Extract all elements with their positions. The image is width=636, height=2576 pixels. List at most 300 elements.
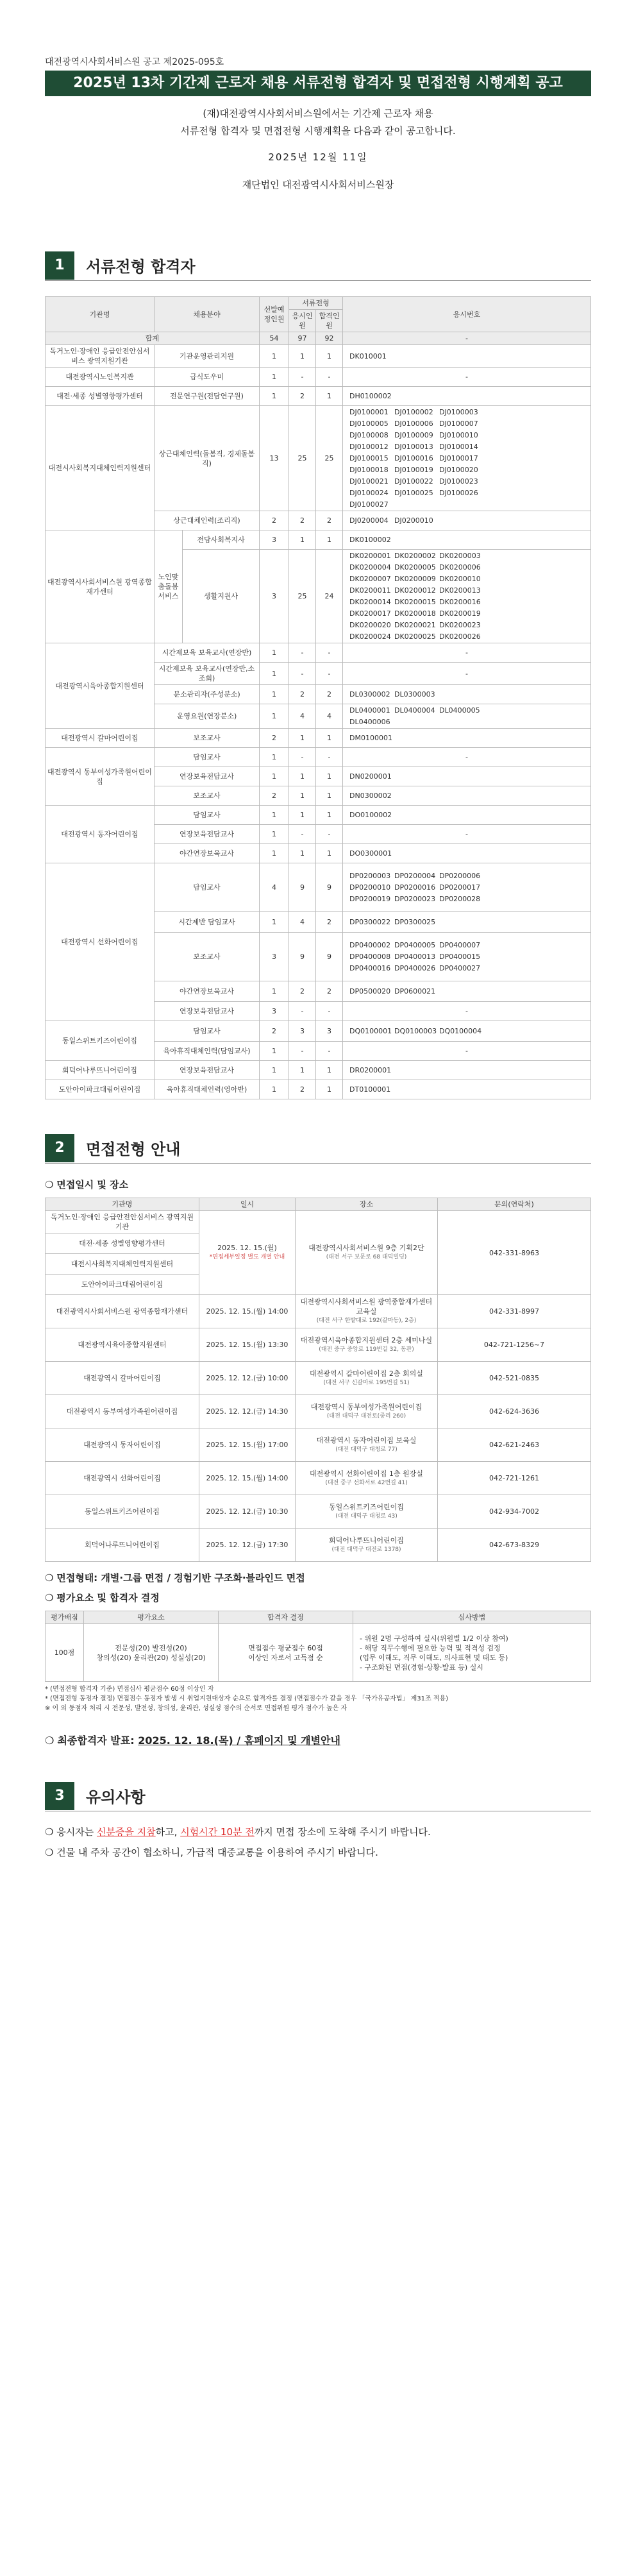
cell-app: 1 [289, 345, 316, 368]
applicant-id: DP0400027 [439, 964, 481, 972]
total-select: 54 [260, 332, 289, 345]
id-list [349, 917, 589, 927]
applicant-id: DQ0100001 [349, 1027, 392, 1035]
applicant-id: DP0200028 [439, 895, 481, 903]
cell-date: 2025. 12. 15.(월) 17:00 [199, 1428, 296, 1462]
section-number: 1 [45, 251, 74, 280]
applicant-id: DJ0100013 [394, 443, 433, 451]
cell-org: 회덕어나루뜨니어린이집 [46, 1529, 199, 1562]
col-date: 일시 [199, 1198, 296, 1211]
applicant-id: DJ0100009 [394, 431, 433, 439]
applicant-id: DJ0100005 [349, 419, 389, 428]
id-list [349, 871, 589, 904]
cell-field: 보조교사 [155, 933, 260, 981]
cell-app: - [289, 1042, 316, 1061]
cell-field: 담임교사 [155, 806, 260, 825]
cell-sel: 1 [260, 767, 289, 786]
cell-ids: - [343, 663, 591, 685]
cell-pass: - [316, 748, 343, 767]
col-org: 기관명 [46, 297, 155, 332]
id-list [349, 391, 589, 401]
cell-pass: 1 [316, 530, 343, 550]
cell-pass: - [316, 663, 343, 685]
cell-field: 육아휴직대체인력(영아반) [155, 1080, 260, 1099]
place-text: 대전광역시사회서비스원 광역종합재가센터 교육실 [300, 1298, 433, 1316]
cell-app: 1 [289, 844, 316, 863]
id-list [349, 791, 589, 801]
section-2-header [45, 1133, 591, 1164]
applicant-id: DJ0100003 [439, 408, 478, 416]
cell-place [296, 1295, 438, 1328]
table-row [46, 530, 591, 550]
cell-sel: 1 [260, 1042, 289, 1061]
cell-ids: - [343, 643, 591, 663]
cell-contact: 042-331-8997 [438, 1295, 591, 1328]
cell-pass: 1 [316, 1080, 343, 1099]
id-list [349, 849, 589, 858]
cell-contact: 042-721-1256~7 [438, 1328, 591, 1362]
cell-sel: 1 [260, 844, 289, 863]
applicant-id: DK0100002 [349, 536, 391, 544]
cell-org: 도안아이파크대림어린이집 [46, 1080, 155, 1099]
applicant-id: DL0400005 [439, 706, 480, 715]
cell-org: 대전광역시 동부여성가족원어린이집 [46, 1395, 199, 1428]
applicant-id: DK0200021 [394, 621, 436, 629]
table-row [46, 729, 591, 748]
applicant-id: DP0400005 [394, 941, 436, 949]
group-date-note: *면접세부일정 별도 개별 안내 [209, 1254, 285, 1260]
table-row [46, 806, 591, 825]
cell-app: 1 [289, 1061, 316, 1080]
cell-place [296, 1395, 438, 1428]
table-row [46, 345, 591, 368]
id-list [349, 810, 589, 820]
cell-org: 대전·세종 성별영향평가센터 [46, 387, 155, 406]
eval-rule-line: - 해당 직무수행에 필요한 능력 및 적격성 검정 [360, 1643, 501, 1652]
id-list [349, 1085, 589, 1094]
eval-decide-line: 이상인 자로서 고득점 순 [248, 1653, 323, 1662]
cell-ids [343, 729, 591, 748]
cell-app: 1 [289, 806, 316, 825]
cell-date: 2025. 12. 15.(월) 14:00 [199, 1295, 296, 1328]
intro-line: 서류전형 합격자 및 면접전형 시행계획을 다음과 같이 공고합니다. [180, 125, 456, 137]
page-title: 2025년 13차 기간제 근로자 채용 서류전형 합격자 및 면접전형 시행계획 공고 [45, 71, 591, 96]
cell-pass: 25 [316, 406, 343, 511]
cell-ids [343, 1021, 591, 1042]
id-list [349, 772, 589, 781]
document-result-table [45, 296, 591, 1099]
cell-ids [343, 550, 591, 643]
group-org: 대전시사회복지대체인력지원센터 [46, 1254, 199, 1275]
table-row [46, 1495, 591, 1529]
applicant-id: DK0200017 [349, 609, 391, 618]
applicant-id: DK0200005 [394, 563, 436, 572]
section-number: 3 [45, 1782, 74, 1810]
eval-rule-line: - 구조화된 면접(경험·상황·발표 등) 실시 [360, 1663, 483, 1672]
cell-org: 대전광역시 갈마어린이집 [46, 1362, 199, 1395]
intro [45, 105, 591, 194]
eval-rule-line: (업무 이해도, 직무 이해도, 의사표현 및 태도 등) [360, 1653, 508, 1662]
cell-app: 25 [289, 406, 316, 511]
applicant-id: DK0200018 [394, 609, 436, 618]
applicant-id: DJ0100016 [394, 454, 433, 462]
applicant-id: DN0300002 [349, 792, 392, 800]
applicant-id: DJ0100007 [439, 419, 478, 428]
table-row [46, 368, 591, 387]
cell-app: 2 [289, 685, 316, 704]
cell-group: 노인맞춤돌봄서비스 [155, 530, 183, 643]
id-list [349, 690, 589, 699]
cell-ids [343, 912, 591, 933]
cell-pass: - [316, 1042, 343, 1061]
col-score: 평가배점 [46, 1611, 84, 1624]
cell-place [296, 1428, 438, 1462]
id-list [349, 733, 589, 743]
cell-sel: 2 [260, 511, 289, 530]
applicant-id: DK0200019 [439, 609, 481, 618]
cell-pass: 1 [316, 806, 343, 825]
cell-ids: - [343, 1042, 591, 1061]
group-place [296, 1211, 438, 1295]
cell-field: 담임교사 [155, 748, 260, 767]
cell-place [296, 1328, 438, 1362]
cell-pass: 1 [316, 844, 343, 863]
section-title: 유의사항 [86, 1788, 146, 1806]
cell-app: 2 [289, 981, 316, 1002]
cell-app: 1 [289, 786, 316, 806]
applicant-id: DJ0100006 [394, 419, 433, 428]
cell-contact: 042-624-3636 [438, 1395, 591, 1428]
applicant-id: DJ0100024 [349, 489, 389, 497]
text: 하고, [155, 1826, 181, 1838]
place-text: 회덕어나루뜨니어린이집 [329, 1536, 404, 1545]
cell-org: 대전광역시 선화어린이집 [46, 1462, 199, 1495]
text: 응시자는 [56, 1826, 97, 1838]
subheading-interview-schedule: ❍ 면접일시 및 장소 [45, 1178, 591, 1191]
cell-sel: 1 [260, 1080, 289, 1099]
place-note: (대전 대덕구 대청로 77) [335, 1446, 398, 1453]
cell-field: 전담사회복지사 [183, 530, 260, 550]
applicant-id: DK0200013 [439, 586, 481, 595]
cell-ids [343, 704, 591, 729]
total-passed: 92 [316, 332, 343, 345]
applicant-id: DP0200004 [394, 872, 436, 880]
cell-pass: 1 [316, 786, 343, 806]
cell-sel: 2 [260, 1021, 289, 1042]
cell-app: 9 [289, 863, 316, 912]
notice-number: 대전광역시사회서비스원 공고 제2025-095호 [45, 57, 224, 67]
applicant-id: DJ0100015 [349, 454, 389, 462]
eval-decide [219, 1624, 353, 1682]
applicant-id: DP0300025 [394, 918, 436, 926]
table-row [46, 1462, 591, 1495]
eval-item-line: 창의성(20) 윤리관(20) 성실성(20) [96, 1653, 206, 1662]
applicant-id: DK0200012 [394, 586, 436, 595]
applicant-id: DJ0100022 [394, 477, 433, 486]
cell-field: 기관운영관리지원 [155, 345, 260, 368]
place-text: 대전광역시육아종합지원센터 2층 세미나실 [300, 1335, 433, 1344]
applicant-id: DL0400004 [394, 706, 435, 715]
cell-field: 상근대체인력(돌봄직, 경제돌봄직) [155, 406, 260, 511]
cell-sel: 3 [260, 1002, 289, 1021]
cell-ids [343, 530, 591, 550]
applicant-id: DJ0100020 [439, 466, 478, 474]
section-title: 서류전형 합격자 [86, 258, 196, 276]
highlight-id: 신분증을 지참 [96, 1826, 156, 1838]
applicant-id: DL0300003 [394, 690, 435, 699]
cell-field: 분소관리자(주성분소) [155, 685, 260, 704]
applicant-id: DJ0200004 [349, 516, 389, 525]
applicant-id: DJ0100002 [394, 408, 433, 416]
table-row [46, 1295, 591, 1328]
cell-contact: 042-673-8329 [438, 1529, 591, 1562]
cell-app: - [289, 663, 316, 685]
place-text: 대전광역시 동부여성가족원어린이집 [310, 1402, 423, 1411]
cell-org: 대전광역시 동부여성가족원어린이집 [46, 748, 155, 806]
applicant-id: DK0200011 [349, 586, 391, 595]
cell-sel: 1 [260, 685, 289, 704]
cell-place [296, 1529, 438, 1562]
cell-field: 연장보육전담교사 [155, 1002, 260, 1021]
applicant-id: DJ0100018 [349, 466, 389, 474]
cell-place [296, 1362, 438, 1395]
applicant-id: DM0100001 [349, 734, 392, 742]
applicant-id: DP0400007 [439, 941, 481, 949]
table-row [46, 406, 591, 511]
cell-sel: 1 [260, 345, 289, 368]
cell-field: 생활지원사 [183, 550, 260, 643]
applicant-id: DJ0100017 [439, 454, 478, 462]
cell-sel: 3 [260, 933, 289, 981]
cell-date: 2025. 12. 12.(금) 10:30 [199, 1495, 296, 1529]
cell-ids [343, 806, 591, 825]
cell-field: 보조교사 [155, 786, 260, 806]
cell-pass: 24 [316, 550, 343, 643]
cell-app: 4 [289, 912, 316, 933]
cell-ids [343, 786, 591, 806]
applicant-id: DK0200006 [439, 563, 481, 572]
cell-org: 대전광역시 갈마어린이집 [46, 729, 155, 748]
cell-app: 25 [289, 550, 316, 643]
cell-field: 시간제반 담임교사 [155, 912, 260, 933]
col-contact: 문의(연락처) [438, 1198, 591, 1211]
applicant-id: DJ0100008 [349, 431, 389, 439]
cell-pass: 3 [316, 1021, 343, 1042]
cell-field: 상근대체인력(조리직) [155, 511, 260, 530]
final-result-label: 최종합격자 발표: [57, 1734, 135, 1747]
cell-pass: 1 [316, 767, 343, 786]
cell-app: - [289, 748, 316, 767]
applicant-id: DL0300002 [349, 690, 390, 699]
cell-place [296, 1462, 438, 1495]
notes [45, 1684, 591, 1713]
cell-date: 2025. 12. 12.(금) 17:30 [199, 1529, 296, 1562]
cell-ids: - [343, 825, 591, 844]
cell-org: 대전광역시 선화어린이집 [46, 863, 155, 1021]
applicant-id: DJ0100010 [439, 431, 478, 439]
cell-app: 2 [289, 387, 316, 406]
applicant-id: DK0200015 [394, 598, 436, 606]
table-row [46, 748, 591, 767]
cell-sel: 3 [260, 550, 289, 643]
total-ids: - [343, 332, 591, 345]
text: 까지 면접 장소에 도착해 주시기 바랍니다. [254, 1826, 431, 1838]
table-row [46, 863, 591, 912]
cell-app: - [289, 643, 316, 663]
final-result-date: 2025. 12. 18.(목) / 홈페이지 및 개별안내 [138, 1734, 340, 1747]
group-org: 도안아이파크대림어린이집 [46, 1275, 199, 1295]
applicant-id: DP0500020 [349, 987, 391, 996]
cell-org: 대전광역시육아종합지원센터 [46, 1328, 199, 1362]
cell-sel: 1 [260, 912, 289, 933]
cell-org: 대전광역시 동자어린이집 [46, 1428, 199, 1462]
applicant-id: DH0100002 [349, 392, 392, 400]
applicant-id: DK0200025 [394, 632, 436, 641]
cell-app: 1 [289, 729, 316, 748]
applicant-id: DR0200001 [349, 1066, 392, 1074]
applicant-id: DP0200019 [349, 895, 391, 903]
cell-app: - [289, 825, 316, 844]
id-list [349, 407, 589, 509]
place-note: (대전 서구 신갈마로 195번길 51) [323, 1379, 410, 1386]
applicant-id: DK0200014 [349, 598, 391, 606]
applicant-id: DP0400013 [394, 953, 436, 961]
applicant-id: DJ0100001 [349, 408, 389, 416]
section-number: 2 [45, 1134, 74, 1162]
applicant-id: DJ0100025 [394, 489, 433, 497]
applicant-id: DN0200001 [349, 772, 392, 781]
applicant-id: DK0200010 [439, 575, 481, 583]
interview-schedule-table [45, 1198, 591, 1562]
col-decide: 합격자 결정 [219, 1611, 353, 1624]
cell-ids: - [343, 1002, 591, 1021]
cell-ids [343, 981, 591, 1002]
cell-field: 시간제보육 보육교사(연장반) [155, 643, 260, 663]
cell-org: 회덕어나루뜨니어린이집 [46, 1061, 155, 1080]
total-label: 합계 [46, 332, 260, 345]
cell-sel: 1 [260, 806, 289, 825]
eval-rule-line: - 위원 2명 구성하여 실시(위원별 1/2 이상 참여) [360, 1634, 508, 1643]
cell-org: 대전광역시노인복지관 [46, 368, 155, 387]
group-contact: 042-331-8963 [438, 1211, 591, 1295]
applicant-id: DO0100002 [349, 811, 392, 819]
applicant-id: DP0400002 [349, 941, 391, 949]
place-note: (대전 중구 선화서로 42번길 41) [325, 1479, 408, 1486]
cell-app: 4 [289, 704, 316, 729]
cell-pass: 2 [316, 981, 343, 1002]
cell-field: 보조교사 [155, 729, 260, 748]
cell-pass: 1 [316, 1061, 343, 1080]
group-org: 대전·세종 성별영향평가센터 [46, 1233, 199, 1254]
cell-app: - [289, 368, 316, 387]
cell-org: 대전광역시 동자어린이집 [46, 806, 155, 863]
cell-field: 연장보육전담교사 [155, 1061, 260, 1080]
col-field: 채용분야 [155, 297, 260, 332]
cell-pass: - [316, 368, 343, 387]
place-note: (대전 중구 중앙로 119번길 32, 동관) [319, 1346, 414, 1353]
cell-field: 연장보육전담교사 [155, 767, 260, 786]
cell-pass: 2 [316, 912, 343, 933]
col-doc: 서류전형 [289, 297, 343, 310]
evaluation-table [45, 1611, 591, 1682]
applicant-id: DP0400008 [349, 953, 391, 961]
group-date [199, 1211, 296, 1295]
cell-sel: 1 [260, 387, 289, 406]
cell-org: 독거노인·장애인 응급안전안심서비스 광역지원기관 [46, 345, 155, 368]
applicant-id: DP0200003 [349, 872, 391, 880]
col-rule: 심사방법 [353, 1611, 591, 1624]
cell-field: 전문연구원(전담연구원) [155, 387, 260, 406]
section-3-header [45, 1781, 591, 1811]
id-list [349, 551, 589, 641]
applicant-id: DK0200023 [439, 621, 481, 629]
cell-place [296, 1495, 438, 1529]
applicant-id: DP0600021 [394, 987, 436, 996]
cell-date: 2025. 12. 15.(월) 14:00 [199, 1462, 296, 1495]
applicant-id: DJ0100021 [349, 477, 389, 486]
cell-field: 담임교사 [155, 863, 260, 912]
applicant-id: DP0200017 [439, 883, 481, 892]
cell-app: 3 [289, 1021, 316, 1042]
cell-pass: 1 [316, 729, 343, 748]
col-passed: 합격인원 [316, 310, 343, 332]
cell-app: 2 [289, 1080, 316, 1099]
id-list [349, 940, 589, 973]
cell-sel: 1 [260, 748, 289, 767]
applicant-id: DJ0100023 [439, 477, 478, 486]
applicant-id: DK0200020 [349, 621, 391, 629]
section-title: 면접전형 안내 [86, 1140, 181, 1158]
cell-ids [343, 685, 591, 704]
cell-app: - [289, 1002, 316, 1021]
note-line: * (면접전형 합격자 기준) 면접심사 평균점수 60점 이상인 자 [45, 1686, 214, 1693]
cell-field: 급식도우미 [155, 368, 260, 387]
cell-sel: 1 [260, 825, 289, 844]
applicant-id: DP0400015 [439, 953, 481, 961]
cell-field: 야간연장보육교사 [155, 981, 260, 1002]
text: 건물 내 주차 공간이 협소하니, 가급적 대중교통을 이용하여 주시기 바랍니다. [56, 1847, 378, 1858]
group-place-text: 대전광역시사회서비스원 9층 기획2단 [308, 1244, 424, 1252]
applicant-id: DK0200009 [394, 575, 436, 583]
cell-ids [343, 767, 591, 786]
applicant-id: DK0200007 [349, 575, 391, 583]
cell-ids [343, 844, 591, 863]
id-list [349, 706, 589, 727]
cell-org: 동일스위트키즈어린이집 [46, 1021, 155, 1061]
cell-pass: 1 [316, 387, 343, 406]
cell-sel: 2 [260, 729, 289, 748]
cell-contact: 042-934-7002 [438, 1495, 591, 1529]
id-list [349, 1065, 589, 1075]
applicant-id: DP0400026 [394, 964, 436, 972]
applicant-id: DP0200023 [394, 895, 436, 903]
final-result [45, 1733, 591, 1747]
cell-org: 대전광역시사회서비스원 광역종합재가센터 [46, 1295, 199, 1328]
cell-field: 시간제보육 보육교사(연장반,소조회) [155, 663, 260, 685]
id-list [349, 987, 589, 996]
note-line: * (면접전형 동점자 결정) 면접점수 동점자 발생 시 취업지원대상자 순으로 합격자를 결정 (면접점수가 같을 경우 「국가유공자법」 제31조 적용) [45, 1695, 449, 1702]
table-row [46, 387, 591, 406]
applicant-id: DK0200001 [349, 552, 391, 560]
place-note: (대전 대덕구 대전로(중리 260) [326, 1412, 406, 1419]
applicant-id: DK0200003 [439, 552, 481, 560]
cell-field: 운영요원(연장분소) [155, 704, 260, 729]
applicant-id: DP0400016 [349, 964, 391, 972]
subheading-evaluation: ❍ 평가요소 및 합격자 결정 [45, 1591, 591, 1604]
col-place: 장소 [296, 1198, 438, 1211]
cell-field: 육아휴직대체인력(담임교사) [155, 1042, 260, 1061]
cell-ids [343, 345, 591, 368]
